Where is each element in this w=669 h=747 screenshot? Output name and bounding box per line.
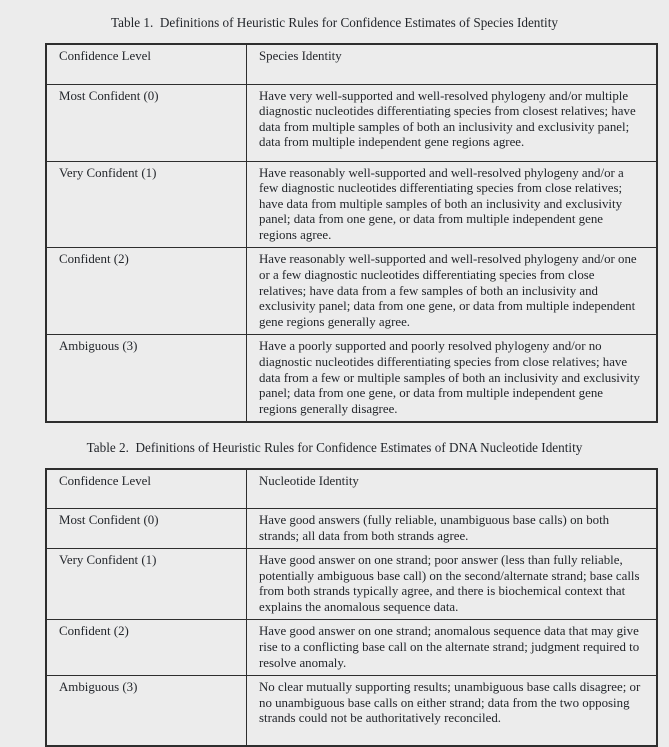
description-cell: Have good answer on one strand; anomalous sequence data that may give rise to a conflicting base call on the alternate strand; judgment required to resolve anomaly. [247,620,658,676]
description-cell: Have very well-supported and well-resolved phylogeny and/or multiple diagnostic nucleotides differentiating species from closest relatives; have data from multiple samples of both an inclusivity and exclusivity panel; data from multiple independent gene regions agree. [247,84,658,161]
table2-col-header-confidence-level: Confidence Level [46,469,247,508]
description-cell: Have a poorly supported and poorly resolved phylogeny and/or no diagnostic nucleotides differentiating species from close relatives; have data from a few or multiple samples of both an inclusivity and exclusivity panel; data from one gene, or data from multiple independent gene regions generally disagree. [247,335,658,422]
confidence-level-cell: Most Confident (0) [46,84,247,161]
table2-nucleotide-identity [45,468,658,746]
table-row [46,676,657,746]
confidence-level-cell: Ambiguous (3) [46,335,247,422]
table1-col-header-confidence-level: Confidence Level [46,44,247,84]
table-row [46,549,657,620]
confidence-level-cell: Confident (2) [46,248,247,335]
description-cell: Have reasonably well-supported and well-resolved phylogeny and/or one or a few diagnostic nucleotides differentiating species from close relatives; have data from a few samples of both an inclusivity and exclusivity panel; data from one gene, or data from multiple independent gene regions generally agree. [247,248,658,335]
table-row [46,84,657,161]
table1-caption: Table 1. Definitions of Heuristic Rules for Confidence Estimates of Species Identity [111,15,558,30]
table-row [46,248,657,335]
table1-species-identity [45,43,658,423]
confidence-level-cell: Ambiguous (3) [46,676,247,746]
confidence-level-cell: Confident (2) [46,620,247,676]
description-cell: Have good answers (fully reliable, unambiguous base calls) on both strands; all data from both strands agree. [247,508,658,548]
description-cell: No clear mutually supporting results; unambiguous base calls disagree; or no unambiguous base calls on either strand; data from the two opposing strands could not be authoritatively reconciled. [247,676,658,746]
description-cell: Have good answer on one strand; poor answer (less than fully reliable, potentially ambiguous base call) on the second/alternate strand; base calls from both strands typically agree, and there is biochemical context that explains the anomalous sequence data. [247,549,658,620]
table1-header-row [46,44,657,84]
description-cell: Have reasonably well-supported and well-resolved phylogeny and/or a few diagnostic nucleotides differentiating species from close relatives; have data from multiple samples of both an inclusivity and exclusivity panel; data from one gene, or data from multiple independent gene regions agree. [247,161,658,248]
table-row [46,508,657,548]
table2-header-row [46,469,657,508]
table-row [46,335,657,422]
table1-col-header-species-identity: Species Identity [247,44,658,84]
table-row [46,161,657,248]
confidence-level-cell: Very Confident (1) [46,161,247,248]
table2-col-header-nucleotide-identity: Nucleotide Identity [247,469,658,508]
table-row [46,620,657,676]
confidence-level-cell: Very Confident (1) [46,549,247,620]
confidence-level-cell: Most Confident (0) [46,508,247,548]
table2-caption: Table 2. Definitions of Heuristic Rules for Confidence Estimates of DNA Nucleotide Identity [86,440,583,456]
